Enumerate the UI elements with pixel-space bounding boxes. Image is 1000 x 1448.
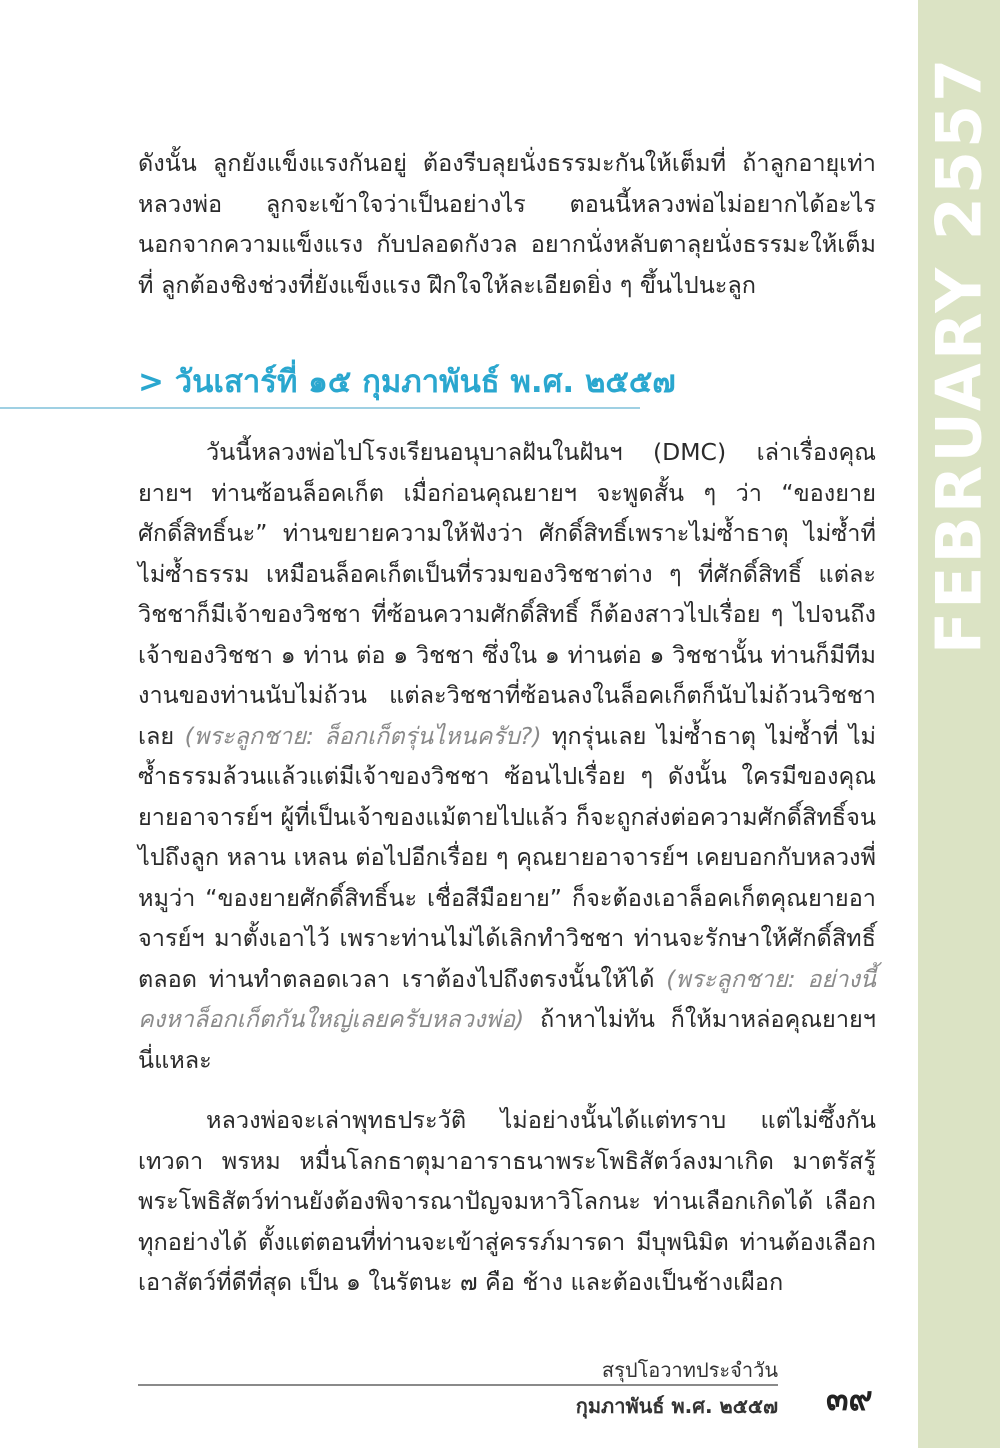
month-year-label: FEBRUARY 2557	[922, 55, 996, 655]
paragraph-1-part-2: ทุกรุ่นเลย ไม่ซ้ำธาตุ ไม่ซ้ำที่ ไม่ซ้ำธรรมล้วนแล้วแต่มีเจ้าของวิชชา ซ้อนไปเรื่อย ๆ ดังนั้น ใครมีของคุณยายอาจารย์ฯ ผู้ที่เป็นเจ้าของแม้ตายไปแล้ว ก็จะถูกส่งต่อความศักดิ์สิทธิ์จนไปถึงลูก หลาน เหลน ต่อไปอีกเรื่อย ๆ คุณยายอาจารย์ฯ เคยบอกกับหลวงพี่หมูว่า “ของยายศักดิ์สิทธิ์นะ เชื่อสีมือยาย” ก็จะต้องเอาล็อคเก็ตคุณยายอาจารย์ฯ มาตั้งเอาไว้ เพราะท่านไม่ได้เลิกทำวิชชา ท่านจะรักษาให้ศักดิ์สิทธิ์ตลอด ท่านทำตลอดเวลา เราต้องไปถึงตรงนั้นให้ได้	[138, 721, 876, 993]
intro-block	[138, 143, 876, 305]
date-heading: > วันเสาร์ที่ ๑๕ กุมภาพันธ์ พ.ศ. ๒๕๕๗	[138, 364, 676, 400]
aside-note-1: (พระลูกชาย: ล็อกเก็ตรุ่นไหนครับ?)	[184, 721, 542, 750]
footer-subtitle: กุมภาพันธ์ พ.ศ. ๒๕๕๗	[575, 1394, 778, 1418]
paragraph-1-part-3: ถ้าหาไม่ทัน ก็ให้มาหล่อคุณยายฯ นี่แหละ	[138, 1005, 876, 1074]
page-number: ๓๙	[826, 1379, 873, 1418]
heading-divider	[0, 407, 640, 409]
aside-note-2: (พระลูกชาย: อย่างนี้คงหาล็อกเก็ตกันใหญ่เลยครับหลวงพ่อ)	[138, 964, 876, 1033]
footer-divider	[138, 1384, 778, 1386]
footer-title: สรุปโอวาทประจำวัน	[601, 1358, 778, 1382]
intro-paragraph: ดังนั้น ลูกยังแข็งแรงกันอยู่ ต้องรีบลุยนั่งธรรมะกันให้เต็มที่ ถ้าลูกอายุเท่าหลวงพ่อ ลูกจะเข้าใจว่าเป็นอย่างไร ตอนนี้หลวงพ่อไม่อยากได้อะไรนอกจากความแข็งแรง กับปลอดกังวล อยากนั่งหลับตาลุยนั่งธรรมะให้เต็มที่ ลูกต้องชิงช่วงที่ยังแข็งแรง ฝึกใจให้ละเอียดยิ่ง ๆ ขึ้นไปนะลูก	[138, 149, 876, 299]
paragraph-2: หลวงพ่อจะเล่าพุทธประวัติ ไม่อย่างนั้นได้แต่ทราบ แต่ไม่ซึ้งกัน เทวดา พรหม หมื่นโลกธาตุมาอาราธนาพระโพธิสัตว์ลงมาเกิด มาตรัสรู้ พระโพธิสัตว์ท่านยังต้องพิจารณาปัญจมหาวิโลกนะ ท่านเลือกเกิดได้ เลือกทุกอย่างได้ ตั้งแต่ตอนที่ท่านจะเข้าสู่ครรภ์มารดา มีบุพนิมิต ท่านต้องเลือกเอาสัตว์ที่ดีที่สุด เป็น ๑ ในรัตนะ ๗ คือ ช้าง และต้องเป็นช้างเผือก	[138, 1106, 876, 1296]
body-block	[138, 432, 876, 1303]
paragraph-1	[138, 432, 876, 1080]
paragraph-1-part-1: วันนี้หลวงพ่อไปโรงเรียนอนุบาลฝันในฝันฯ (DMC) เล่าเรื่องคุณยายฯ ท่านซ้อนล็อคเก็ต เมื่อก่อนคุณยายฯ จะพูดสั้น ๆ ว่า “ของยายศักดิ์สิทธิ์นะ” ท่านขยายความให้ฟังว่า ศักดิ์สิทธิ์เพราะไม่ซ้ำธาตุ ไม่ซ้ำที่ ไม่ซ้ำธรรม เหมือนล็อคเก็ตเป็นที่รวมของวิชชาต่าง ๆ ที่ศักดิ์สิทธิ์ แต่ละวิชชาก็มีเจ้าของวิชชา ที่ซ้อนความศักดิ์สิทธิ์ ก็ต้องสาวไปเรื่อย ๆ ไปจนถึงเจ้าของวิชชา ๑ ท่าน ต่อ ๑ วิชชา ซึ่งใน ๑ ท่านต่อ ๑ วิชชานั้น ท่านก็มีทีมงานของท่านนับไม่ถ้วน แต่ละวิชชาที่ซ้อนลงในล็อคเก็ตก็นับไม่ถ้วนวิชชาเลย	[138, 438, 876, 750]
